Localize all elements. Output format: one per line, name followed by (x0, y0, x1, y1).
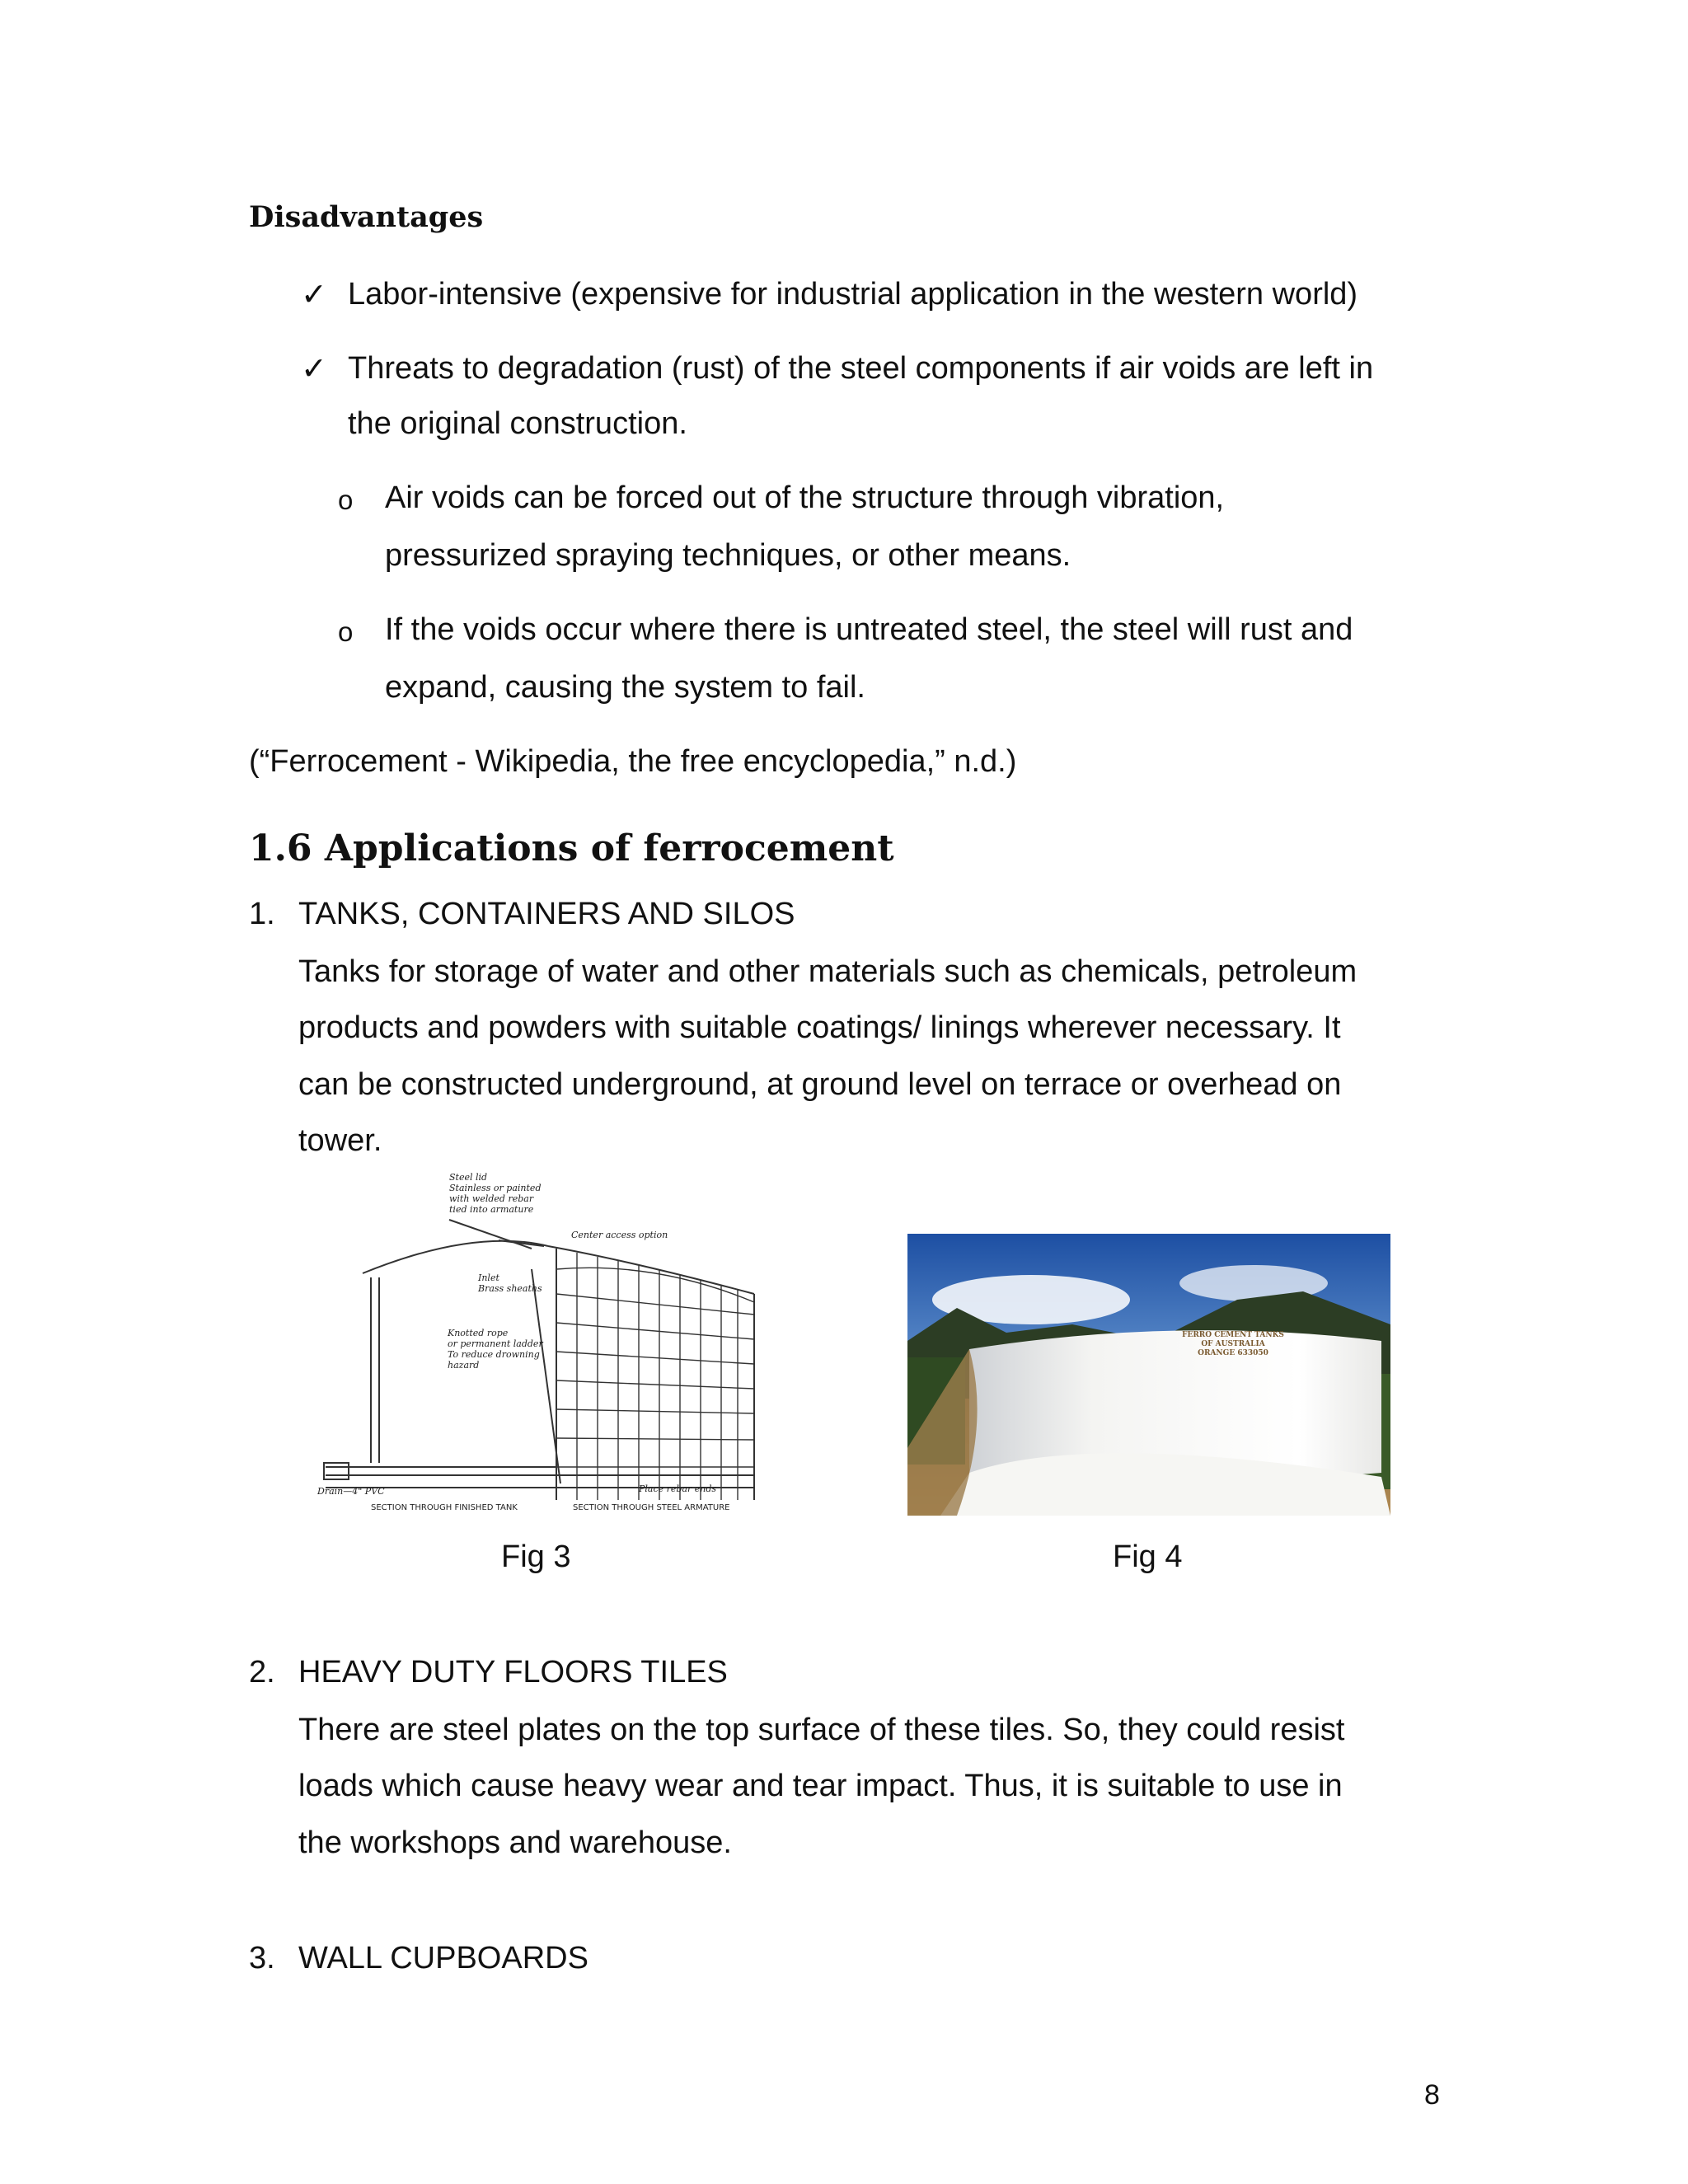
fig3-label: tied into armature (449, 1204, 534, 1215)
fig3-label: SECTION THROUGH STEEL ARMATURE (573, 1503, 730, 1512)
section-heading: 1.6 Applications of ferrocement (249, 827, 894, 869)
sub-item-1-line-2: pressurized spraying techniques, or other means. (385, 538, 1071, 573)
sub-bullet-icon: o (338, 485, 354, 515)
sub-item-2-line-2: expand, causing the system to fail. (385, 670, 865, 705)
fig3-label: hazard (448, 1360, 480, 1371)
fig3-label: Place rebar ends (639, 1483, 717, 1494)
checkmark-icon: ✓ (301, 352, 327, 387)
sub-item-1-line-1: Air voids can be forced out of the structure through vibration, (385, 480, 1225, 515)
item-1-line-3: can be constructed underground, at ground level on terrace or overhead on (298, 1067, 1342, 1102)
page-number: 8 (1424, 2079, 1440, 2111)
disadvantage-item-2-line-2: the original construction. (348, 406, 687, 441)
fig4-tank-text: ORANGE 633050 (1198, 1349, 1268, 1357)
item-number: 1. (249, 897, 275, 931)
fig3-label: Steel lid (449, 1172, 488, 1183)
item-title-tanks: TANKS, CONTAINERS AND SILOS (298, 897, 795, 931)
fig3-label: with welded rebar (449, 1193, 534, 1204)
item-1-line-4: tower. (298, 1123, 382, 1158)
fig3-label: or permanent ladder (448, 1338, 543, 1349)
fig4-tank-text: FERRO CEMENT TANKS (1182, 1331, 1284, 1339)
fig4-caption: Fig 4 (1113, 1540, 1183, 1574)
fig3-label: Knotted rope (448, 1328, 509, 1338)
citation: (“Ferrocement - Wikipedia, the free encyclopedia,” n.d.) (249, 744, 1017, 779)
fig3-label: Center access option (571, 1230, 668, 1240)
fig3-label: Drain—4" PVC (317, 1486, 385, 1497)
item-title-cupboards: WALL CUPBOARDS (298, 1941, 588, 1975)
item-number: 2. (249, 1655, 275, 1690)
disadvantages-heading: Disadvantages (249, 200, 484, 234)
fig3-caption: Fig 3 (501, 1540, 571, 1574)
item-1-line-1: Tanks for storage of water and other materials such as chemicals, petroleum (298, 954, 1357, 989)
item-2-line-3: the workshops and warehouse. (298, 1825, 732, 1860)
fig3-label: Brass sheaths (478, 1283, 542, 1294)
fig3-tank-drawing (309, 1170, 767, 1518)
sub-bullet-icon: o (338, 616, 354, 647)
disadvantage-item-1: Labor-intensive (expensive for industrial application in the western world) (348, 277, 1358, 312)
item-1-line-2: products and powders with suitable coatings/ linings wherever necessary. It (298, 1010, 1341, 1045)
item-2-line-2: loads which cause heavy wear and tear impact. Thus, it is suitable to use in (298, 1769, 1343, 1803)
fig4-tank-text: OF AUSTRALIA (1201, 1340, 1265, 1348)
fig4-tank-photo (907, 1234, 1390, 1516)
item-2-line-1: There are steel plates on the top surface of these tiles. So, they could resist (298, 1713, 1345, 1747)
sub-item-2-line-1: If the voids occur where there is untreated steel, the steel will rust and (385, 612, 1353, 647)
fig3-label: Inlet (478, 1272, 499, 1283)
item-title-floors: HEAVY DUTY FLOORS TILES (298, 1655, 728, 1690)
item-number: 3. (249, 1941, 275, 1975)
checkmark-icon: ✓ (301, 278, 327, 312)
fig3-label: SECTION THROUGH FINISHED TANK (371, 1503, 518, 1512)
fig3-label: To reduce drowning (448, 1349, 540, 1360)
disadvantage-item-2-line-1: Threats to degradation (rust) of the steel components if air voids are left in (348, 351, 1374, 386)
fig3-label: Stainless or painted (449, 1183, 542, 1193)
